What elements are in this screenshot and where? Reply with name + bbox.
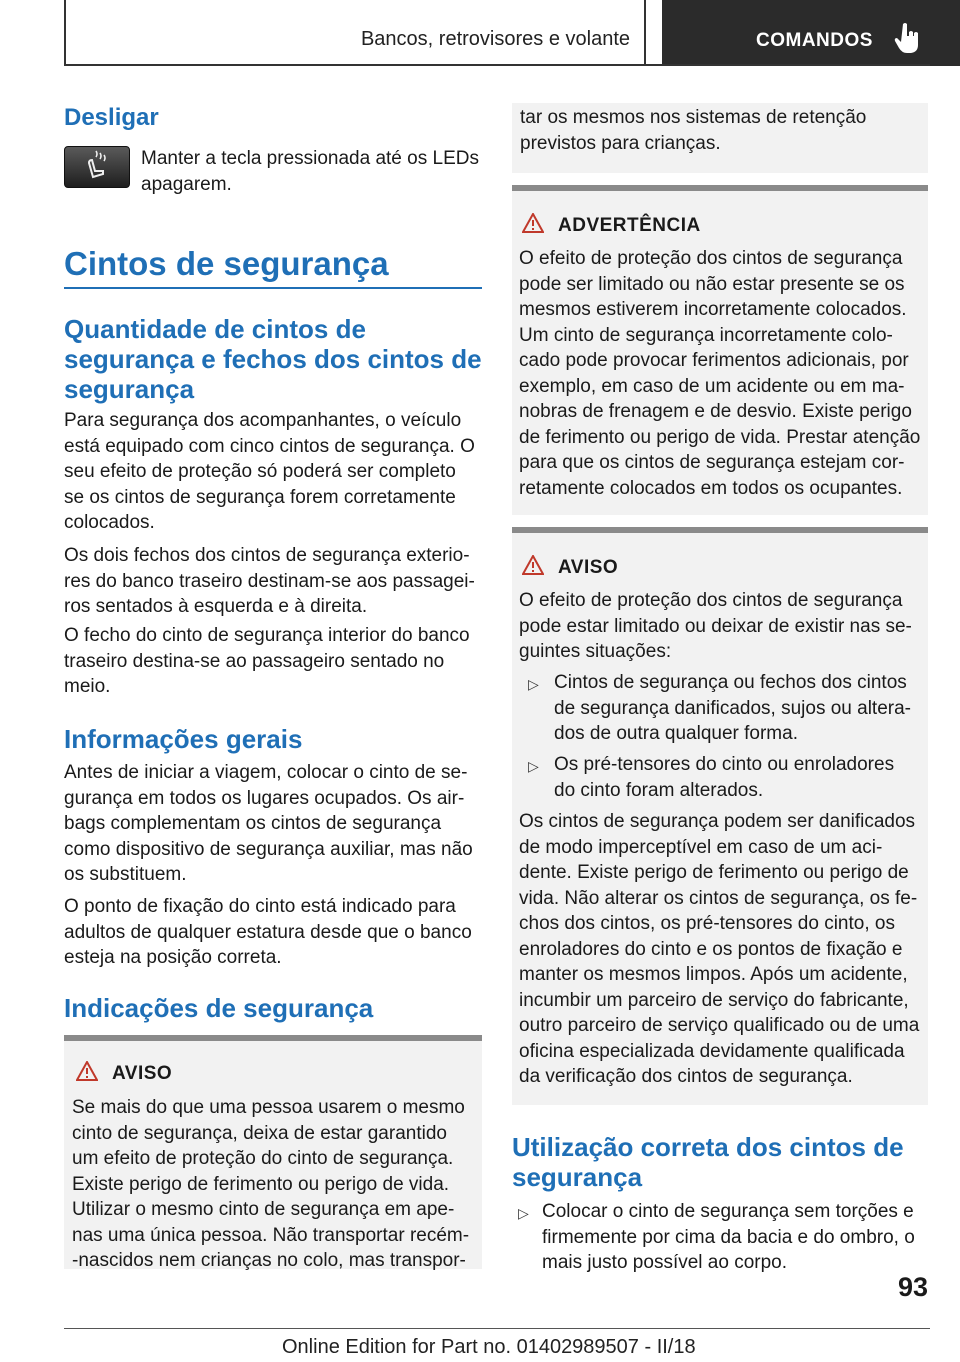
warning-box-aviso-2: [512, 527, 928, 1105]
header-section-title: Bancos, retrovisores e volante: [360, 28, 630, 50]
section-heading-quantity: Quantidade de cintos de segurança e fechos dos cintos de segurança: [64, 314, 482, 404]
warning-triangle-icon: [76, 1061, 98, 1081]
desligar-text-line: Manter a tecla pressionada até os LEDs: [141, 148, 479, 169]
seat-heating-button-image: [64, 146, 130, 188]
bullet-text: Colocar o cinto de segurança sem torções e firmemente por cima da bacia e do ombro, o mais justo possível ao corpo.: [542, 1201, 915, 1273]
warning-box-continued: [512, 103, 928, 173]
warning-text: O efeito de proteção dos cintos de segurança pode estar limitado ou deixar de existir nas se‐ guintes situações:: [519, 590, 912, 662]
paragraph: Antes de iniciar a viagem, colocar o cinto de se‐ gurança em todos os lugares ocupados. Os air‐ bags complementam os cintos de segurança como dispositivo de segurança auxiliar, mas não os substituem.: [64, 762, 473, 885]
page-number: 93: [897, 1272, 928, 1302]
warning-text: O efeito de proteção dos cintos de segurança pode ser limitado ou não estar presente se os mesmos estiverem incorretamente colocados. Um cinto de segurança incorretamente colo‐ cado pode provocar ferimentos adicionais, por exemplo, em caso de um acidente ou em ma‐ nobras de frenagem e de desvio. Existe perigo de ferimento ou perigo de vida. Prestar atenção para que os cintos de segurança estejam cor‐ retamente colocados em todos os ocupantes.: [519, 248, 921, 499]
paragraph: O fecho do cinto de segurança interior do banco traseiro destina-se ao passageiro sentado no meio.: [64, 625, 470, 697]
warning-title: AVISO: [558, 557, 619, 578]
warning-bullet-text: Os pré-tensores do cinto ou enroladores do cinto foram alterados.: [554, 754, 895, 801]
warning-bullet-text: Cintos de segurança ou fechos dos cintos de segurança danificados, sujos ou altera‐ dos de outra qualquer forma.: [554, 672, 912, 744]
section-heading-safety: Indicações de segurança: [64, 993, 374, 1023]
desligar-text-line: apagarem.: [141, 173, 232, 195]
warning-box-bar: [512, 185, 928, 191]
header-rule: [64, 64, 930, 66]
section-heading-general: Informações gerais: [64, 724, 303, 754]
warning-box-advertencia: [512, 185, 928, 515]
warning-text: Os cintos de segurança podem ser danificados de modo imperceptível em caso de um aci‐ dente. Existe perigo de ferimento ou perigo de vida. Não alterar os cintos de segurança, os fe‐ chos dos cintos, os pré-tensores do cinto, os enroladores do cinto e os pontos de fixação e manter os mesmos limpos. Após um acidente, incumbir um parceiro de serviço do fabricante, outro parceiro de serviço qualificado ou de uma oficina especializada devidamente qualificada da verificação dos cintos de segurança.: [519, 811, 920, 1087]
seat-heating-button-icon: [65, 147, 129, 187]
paragraph: O ponto de fixação do cinto está indicado para adultos de qualquer estatura desde que o banco esteja na posição correta.: [64, 896, 472, 968]
bullet-triangle-icon: ▷: [528, 676, 539, 692]
warning-title: AVISO: [112, 1063, 173, 1084]
warning-box-bar: [512, 527, 928, 533]
section-heading-correct-use: Utilização correta dos cintos de segurança: [512, 1132, 904, 1192]
header-chapter-title: COMANDOS: [756, 30, 873, 51]
paragraph: Os dois fechos dos cintos de segurança exterio‐ res do banco traseiro destinam-se aos passagei‐ ros sentados à esquerda e à direita.: [64, 545, 475, 617]
warning-box-aviso: [64, 1035, 482, 1269]
pointing-hand-icon: [894, 22, 922, 54]
desligar-heading: Desligar: [64, 104, 159, 131]
bullet-triangle-icon: ▷: [528, 758, 539, 774]
warning-triangle-icon: [522, 213, 544, 233]
footer-rule: [64, 1328, 930, 1329]
paragraph: Para segurança dos acompanhantes, o veículo está equipado com cinco cintos de segurança. O seu efeito de proteção só poderá ser completo se os cintos de segurança forem corretamente colocados.: [64, 410, 475, 533]
warning-text: Se mais do que uma pessoa usarem o mesmo cinto de segurança, deixa de estar garantido um efeito de proteção do cinto de segurança. Existe perigo de ferimento ou perigo de vida. Utilizar o mesmo cinto de segurança em ape‐ nas uma única pessoa. Não transportar recém- -nascidos nem crianças no colo, mas transpor‐: [72, 1097, 470, 1271]
header-section-box: [64, 0, 646, 64]
warning-title: ADVERTÊNCIA: [558, 215, 701, 236]
header-chapter-box: [662, 0, 960, 66]
warning-box-bar: [64, 1035, 482, 1041]
warning-text: tar os mesmos nos sistemas de retenção previstos para crianças.: [520, 107, 867, 154]
bullet-triangle-icon: ▷: [518, 1205, 529, 1221]
footer-edition: Online Edition for Part no. 01402989507 - II/18: [282, 1336, 696, 1358]
page-title: Cintos de segurança: [64, 245, 389, 282]
warning-triangle-icon: [522, 555, 544, 575]
title-rule: [64, 287, 482, 289]
